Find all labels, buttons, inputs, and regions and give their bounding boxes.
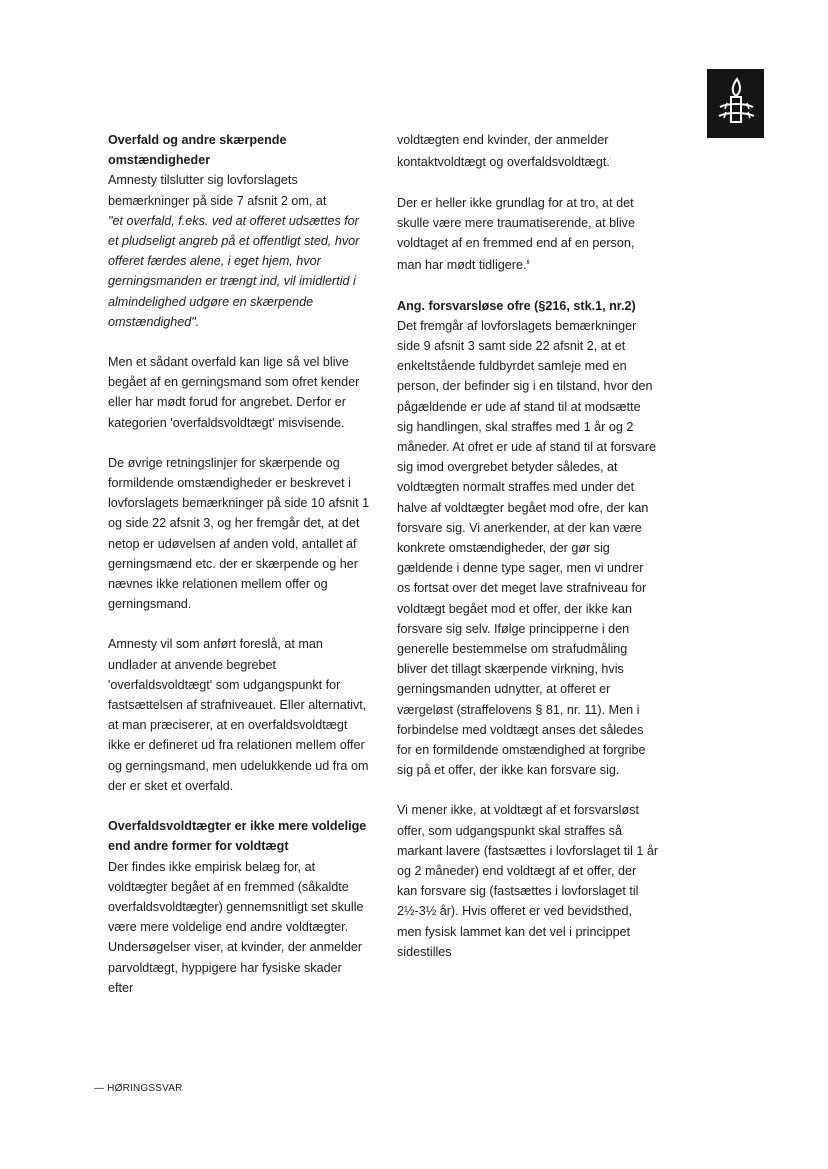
- section-heading-overfald: Overfald og andre skærpende omstændigheder: [108, 133, 287, 168]
- section-heading-forsvarsloese: Ang. forsvarsløse ofre (§216, stk.1, nr.2): [397, 298, 636, 313]
- amnesty-candle-icon: [707, 69, 764, 138]
- paragraph-fremgaar: Det fremgår af lovforslagets bemærkninger side 9 afsnit 3 samt side 22 afsnit 2, at et enkeltstående fuldbyrdet samleje med en person, der befinder sig i en tilstand, hvor den pågældende er ude af stand til at modsætte sig handlingen, skal straffes med 1 år og 2 måneder. At ofret er ude af stand til at forsvare sig imod overgrebet betyder således, at voldtægten normalt straffes med under det halve af voldtægter begået mod ofre, der kan forsvare sig. Vi anerkender, at der kan være konkrete omstændigheder, der gør sig gældende i denne type sager, men vi undrer os fortsat over det meget lave strafniveau for voldtægt begået mod et offer, der ikke kan forsvare sig selv. Ifølge principperne i den generelle bestemmelse om strafudmåling bliver det tillagt skærpende virkning, hvis gerningsmanden udnytter, at offeret er værgeløst (straffelovens § 81, nr. 11). Men i forbindelse med voldtægt anses det således for en formildende omstændighed at forgribe sig på et offer, der ikke kan forsvare sig.: [397, 318, 657, 778]
- paragraph-empirisk-belaeg: Der findes ikke empirisk belæg for, at voldtægter begået af en fremmed (såkaldte overfaldsvoldtægter) gennemsnitligt set skulle være mere voldelige end andre voldtægter. Undersøgelser viser, at kvinder, der anmelder parvoldtægt, hyppigere har fysiske skader efter: [108, 859, 364, 995]
- paragraph-traumatiserende: [397, 193, 659, 276]
- left-column: [108, 130, 370, 998]
- footnote-marker: i: [609, 157, 612, 164]
- paragraph-intro: Amnesty tilslutter sig lovforslagets bemærkninger på side 7 afsnit 2 om, at: [108, 173, 327, 208]
- footer-label: — HØRINGSSVAR: [94, 1083, 183, 1094]
- paragraph-retningslinjer: De øvrige retningslinjer for skærpende og formildende omstændigheder er beskrevet i lovforslagets bemærkninger på side 10 afsnit 1 og side 22 afsnit 3, og her fremgår det, at det netop er udøvelsen af anden vold, antallet af gerningsmænd etc. der er skærpende og her nævnes ikke relationen mellem offer og gerningsmand.: [108, 455, 370, 612]
- paragraph-vi-mener: Vi mener ikke, at voldtægt af et forsvarsløst offer, som udgangspunkt skal straffes så markant lavere (fastsættes i lovforslaget til 1 år og 2 måneder) end voldtægt af et offer, der kan forsvare sig (fastsættes i lovforslaget til 2½-3½ år). Hvis offeret er ved bevidsthed, men fysisk lammet kan det vel i princippet sidestilles: [397, 803, 659, 959]
- paragraph-text: voldtægten end kvinder, der anmelder kontaktvoldtægt og overfaldsvoldtægt.: [397, 133, 610, 170]
- quote-paragraph: "et overfald, f.eks. ved at offeret udsættes for et pludseligt angreb på et offentligt sted, hvor offeret færdes alene, i eget hjem, hvor gerningsmanden er trængt ind, vil imidlertid i almindelighed udgøre en skærpende omstændighed".: [108, 213, 360, 329]
- paragraph-voldtaegten-continued: [397, 130, 659, 173]
- section-heading-voldelige: Overfaldsvoldtægter er ikke mere voldelige end andre former for voldtægt: [108, 819, 367, 854]
- footnote-marker: ii: [526, 259, 530, 267]
- paragraph-overfald-kategori: Men et sådant overfald kan lige så vel blive begået af en gerningsmand som ofret kender eller har mødt forud for angrebet. Derfor er kategorien 'overfaldsvoldtægt' misvisende.: [108, 355, 360, 430]
- paragraph-amnesty-forslag: Amnesty vil som anført foreslå, at man undlader at anvende begrebet 'overfaldsvoldtægt' som udgangspunkt for fastsættelsen af strafniveauet. Eller alternativt, at man præciserer, at en overfaldsvoldtægt ikke er defineret ud fra relationen mellem offer og gerningsmand, men udelukkende ud fra om der er sket et overfald.: [108, 637, 369, 793]
- right-column: [397, 130, 659, 962]
- paragraph-text: Der er heller ikke grundlag for at tro, at det skulle være mere traumatiserende, at blive voldtaget af en fremmed end af en person, man har mødt tidligere.: [397, 195, 635, 273]
- candle-logo-graphic: [707, 69, 764, 138]
